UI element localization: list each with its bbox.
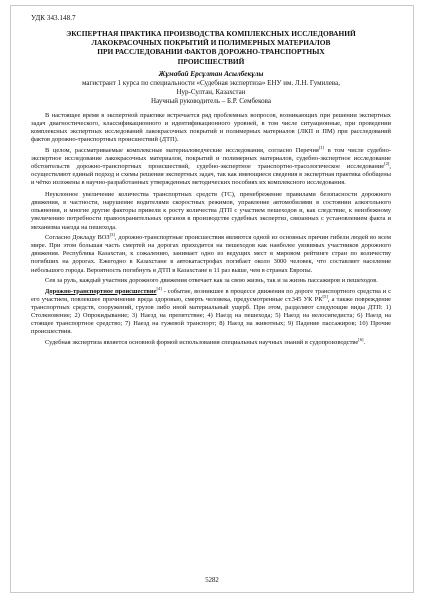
term-definition: Дорожно-транспортное происшествие bbox=[45, 287, 157, 295]
paragraph-3: Неуклонное увеличение количества транспортных средств (ТС), пренебрежение правилами безопасности дорожного движения, в частности, нарушение водителями скоростных режимов, управление автомобилями в состоянии алкогольного опьянения, и многие другие факторы привели к росту количества ДТП с участием пешеходов и, как следствие, к неизбежному увеличению потребности правоохранительных органов в производстве судебных экспертиз, связанных с установлением факта и механизма наезда на пешехода. bbox=[31, 191, 391, 231]
title-line: ПРОИСШЕСТВИЙ bbox=[177, 56, 245, 66]
footnote-ref[interactable]: [1] bbox=[318, 144, 325, 150]
supervisor: Научный руководитель – Б.Р. Сембекова bbox=[151, 96, 271, 105]
paragraph-text: Согласно Докладу ВОЗ bbox=[45, 234, 110, 242]
paragraph-4 bbox=[31, 231, 391, 274]
paragraph-text: Судебная экспертиза является основной формой использования специальных научных знаний в судопроизводстве bbox=[45, 338, 359, 346]
author-position: магистрант 1 курса по специальности «Судебная экспертиза» ЕНУ им. Л.Н. Гумилева, bbox=[82, 78, 340, 87]
paragraph-text: в том числе судебно-экспертное исследование лакокрасочных материалов, покрытий и полимерных материалов, судебно-экспертное исследование обстоятельств дорожно-транспортных происшествий, судебно-экспертное транспортно-трасологическое исследование bbox=[31, 146, 391, 170]
paragraph-text: , а также повреждение транспортных средств, сооружений, грузов либо иной материальный ущерб. При этом, разделяют следующие виды ДТП: 1) Столкновение; 2) Опрокидывание; 3) Наезд на препятствие; 4) Наезд на пешехода; 5) Наезд на велосипедиста; 6) Наезд на стоящее транспортное средство; 7) Наезд на гужевой транспорт; 8) Наезд на животных; 9) Падение пассажиров; 10) Прочие происшествия. bbox=[31, 295, 391, 336]
title-line: ЭКСПЕРТНАЯ ПРАКТИКА ПРОИЗВОДСТВА КОМПЛЕКСНЫХ ИССЛЕДОВАНИЙ bbox=[66, 29, 356, 38]
paragraph-7 bbox=[31, 336, 391, 347]
paragraph-text: . bbox=[363, 338, 366, 346]
title-line: ПРИ РАССЛЕДОВАНИИ ФАКТОВ ДОРОЖНО-ТРАНСПОРТНЫХ bbox=[97, 47, 325, 57]
document-page bbox=[10, 5, 414, 593]
author-name: Жұмабай Ерсұлтан Асылбекұлы bbox=[158, 69, 264, 78]
paragraph-2 bbox=[31, 144, 391, 187]
author-city: Нур-Султан, Казахстан bbox=[176, 87, 246, 96]
paragraph-text: В целом, рассматриваемые комплексные материаловедческие исследования, согласно Перечня bbox=[45, 146, 319, 154]
paragraph-text: , дорожно-транспортные происшествия являются одной из основных причин гибели людей во всем мире. При этом большая часть смертей на дорогах приходится на пешеходов как наиболее уязвимых участников дорожного движения. Республика Казахстан, к сожалению, занимает одно из ведущих мест в мировом рейтинге стран по количеству погибших на дорогах. Ежегодно в Казахстане в автокатастрофах погибает около 3000 человек, что составляет население небольшого города. Вероятность погибнуть в ДТП в Казахстане в 11 раз выше, чем в странах Европы. bbox=[31, 234, 391, 274]
footnote-ref[interactable]: [3] bbox=[109, 231, 115, 237]
udk-code: УДК 343.148.7 bbox=[31, 14, 76, 22]
paragraph-text: - событие, возникшее в процессе движения по дороге транспортного средства и с его участием, повлекшее причинение вреда здоровью, смерть человека, предусмотренные ст.345 УК РК bbox=[31, 287, 391, 303]
footnote-ref[interactable]: [4] bbox=[156, 285, 162, 291]
paragraph-text: , осуществляют единый подход и схемы решения экспертных задач, так как имеющиеся сведения в экспертная практика обобщены и чётко изложены в научно-разработанных утвержденных методических пособиях их комплексного исследования. bbox=[31, 162, 391, 187]
footnote-ref[interactable]: [6] bbox=[358, 336, 364, 342]
paragraph-1: В настоящее время в экспертной практике встречается ряд проблемных вопросов, возникающих при решении экспертных задач диагностического, классификационного и идентификационного уровней, в том числе ситуационные, при проведении комплексных экспертных исследований лакокрасочных покрытий и полимерных материалов (ЛКП и ПМ) при расследований фактов дорожно-транспортных происшествий (ДТП). bbox=[31, 111, 391, 144]
title-line: ЛАКОКРАСОЧНЫХ ПОКРЫТИЙ И ПОЛИМЕРНЫХ МАТЕРИАЛОВ bbox=[91, 38, 331, 48]
paragraph-6 bbox=[31, 285, 391, 337]
footnote-ref[interactable]: [2] bbox=[384, 160, 390, 166]
footnote-ref[interactable]: [5] bbox=[322, 293, 328, 299]
paragraph-5: Сев за руль, каждый участник дорожного движения отвечает как за свою жизнь, так и за жизнь пассажиров и пешеходов. bbox=[45, 277, 378, 285]
page-number: 5282 bbox=[205, 577, 219, 584]
article-title bbox=[31, 29, 391, 66]
